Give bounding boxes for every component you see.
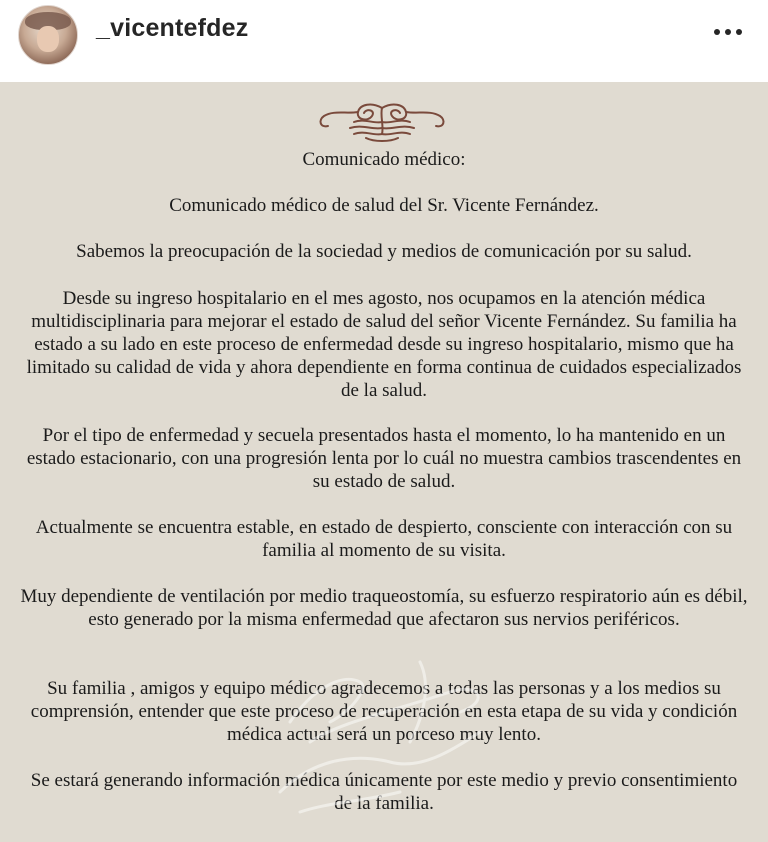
paragraph-2: Sabemos la preocupación de la sociedad y medios de comunicación por su salud. (76, 241, 692, 262)
paragraph-5: Actualmente se encuentra estable, en estado de despierto, consciente con interacción con su familia al momento de su visita. (35, 517, 733, 561)
paragraph-3: Desde su ingreso hospitalario en el mes agosto, nos ocupamos en la atención médica multidisciplinaria para mejorar el estado de salud del señor Vicente Fernández. Su familia ha estado a su lado en este proceso de enfermedad desde su ingreso hospitalario, mismo que ha limitado su calidad de vida y ahora dependiente en forma continua de cuidados especializados de la salud. (26, 288, 742, 401)
post-title: Comunicado médico: (302, 149, 466, 170)
dot-icon (714, 29, 720, 35)
paragraph-4: Por el tipo de enfermedad y secuela presentados hasta el momento, lo ha mantenido en un estado estacionario, con una progresión lenta por lo cuál no muestra cambios trascendentes en su estado de salud. (26, 425, 742, 492)
dot-icon (725, 29, 731, 35)
paragraph-7: Su familia , amigos y equipo médico agradecemos a todas las personas y a los medios su comprensión, entender que este proceso de recuperación en esta etapa de su vida y condición médica actual será un porceso muy lento. (30, 678, 738, 745)
paragraph-6: Muy dependiente de ventilación por medio traqueostomía, su esfuerzo respiratorio aún es débil, esto generado por la misma enfermedad que afectaron sus nervios periféricos. (20, 586, 748, 630)
dot-icon (736, 29, 742, 35)
post-header (0, 0, 768, 82)
avatar[interactable] (18, 5, 78, 65)
more-options-button[interactable] (706, 16, 750, 48)
paragraph-8: Se estará generando información médica únicamente por este medio y previo consentimiento de la familia. (30, 770, 738, 814)
username-link[interactable]: _vicentefdez (96, 14, 249, 42)
paragraph-1: Comunicado médico de salud del Sr. Vicente Fernández. (169, 195, 599, 216)
avatar-face-shape (37, 26, 59, 52)
ornament-icon (314, 100, 450, 144)
post-image (0, 82, 768, 842)
